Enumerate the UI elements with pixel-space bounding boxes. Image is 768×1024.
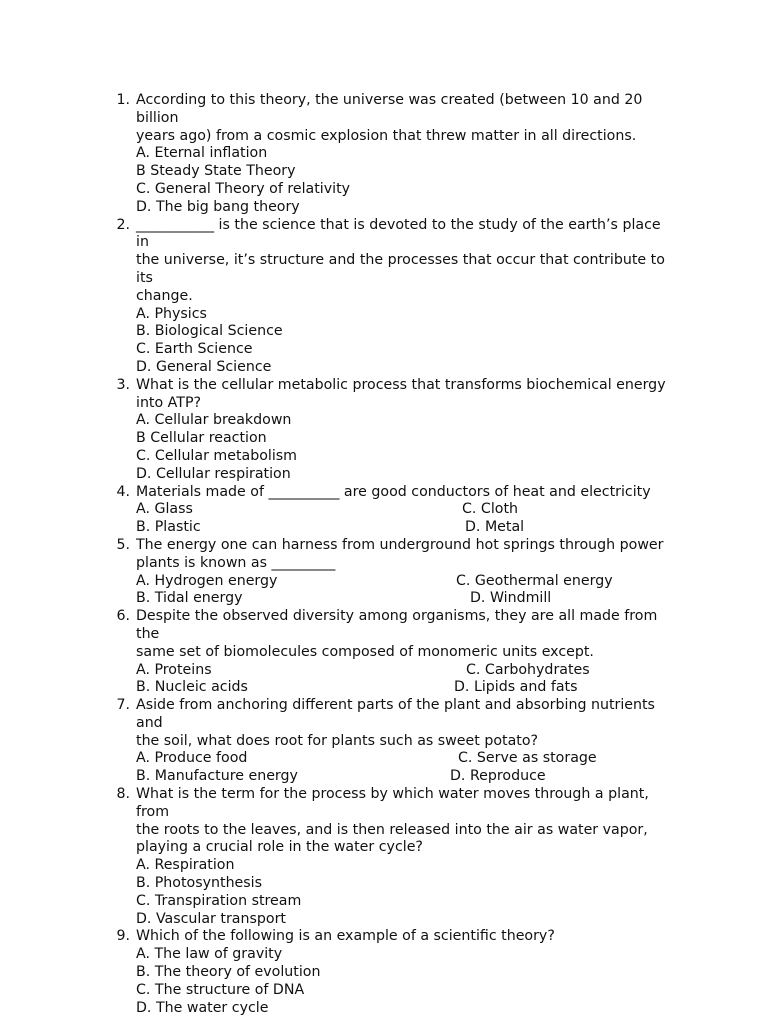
answer-option: D. Metal [465,519,525,536]
question-text-line: Which of the following is an example of a scientific theory? [136,928,555,945]
question-text-line: What is the term for the process by which water moves through a plant, from [136,786,649,820]
answer-option: C. Transpiration stream [136,892,302,909]
question-text-line: Despite the observed diversity among organisms, they are all made from the [136,608,658,642]
answer-option: B. Photosynthesis [136,875,263,892]
question-text-line: Materials made of __________ are good conductors of heat and electricity [136,483,651,500]
question-text-line: Aside from anchoring different parts of the plant and absorbing nutrients and [136,697,655,731]
question-text-line: the universe, it’s structure and the processes that occur that contribute to its [136,252,665,286]
question-4 [0,484,676,537]
question-6 [0,608,676,697]
answer-option: D. The big bang theory [136,198,300,215]
question-number: 9. [116,928,130,945]
answer-option: D. Reproduce [450,768,546,785]
answer-option-row [136,573,676,591]
answer-option: A. Hydrogen energy [136,572,278,589]
answer-option: B. Biological Science [136,323,283,340]
answer-option: D. General Science [136,358,272,375]
question-text-line: plants is known as _________ [136,554,336,571]
answer-option: C. Earth Science [136,341,253,358]
question-5 [0,537,676,608]
answer-option: B. Nucleic acids [136,679,248,696]
answer-option: B. The theory of evolution [136,964,321,981]
answer-option: D. Windmill [470,590,552,607]
answer-option: A. Glass [136,501,193,518]
answer-option: B. Tidal energy [136,590,243,607]
question-text-line: same set of biomolecules composed of monomeric units except. [136,643,594,660]
answer-option: B. Plastic [136,519,201,536]
question-text-line: the soil, what does root for plants such as sweet potato? [136,732,539,749]
answer-option: B Cellular reaction [136,430,267,447]
answer-option: A. Produce food [136,750,248,767]
answer-option-row [136,662,676,680]
answer-option: B Steady State Theory [136,163,296,180]
answer-option: D. Cellular respiration [136,465,291,482]
answer-option: C. Cellular metabolism [136,447,298,464]
answer-option: C. General Theory of relativity [136,180,351,197]
answer-option: C. Geothermal energy [456,572,613,589]
question-text-line: years ago) from a cosmic explosion that threw matter in all directions. [136,127,637,144]
answer-option: A. Respiration [136,857,235,874]
answer-option: B. Manufacture energy [136,768,298,785]
question-text-line: The energy one can harness from underground hot springs through power [136,536,664,553]
answer-option: D. Vascular transport [136,910,286,927]
answer-option-row [136,501,676,519]
question-2 [0,217,676,377]
answer-option-row [136,750,676,768]
question-text-line: the roots to the leaves, and is then released into the air as water vapor, [136,821,648,838]
question-number: 7. [116,697,130,714]
answer-option: A. The law of gravity [136,946,283,963]
answer-option: C. Carbohydrates [466,661,590,678]
answer-option: D. Lipids and fats [454,679,578,696]
answer-option-row [136,679,676,697]
answer-option: C. Cloth [462,501,519,518]
answer-option: C. Serve as storage [458,750,597,767]
question-text-line: ___________ is the science that is devoted to the study of the earth’s place in [136,216,661,251]
question-8 [0,786,676,928]
question-3 [0,377,676,484]
question-9 [0,928,676,1017]
question-number: 5. [116,536,130,553]
question-7 [0,697,676,786]
answer-option: A. Eternal inflation [136,145,268,162]
question-text-line: According to this theory, the universe was created (between 10 and 20 billion [136,92,643,126]
question-number: 2. [116,216,130,233]
answer-option: C. The structure of DNA [136,981,305,998]
answer-option: A. Proteins [136,661,212,678]
answer-option-row [136,768,676,786]
question-list [0,92,768,1017]
answer-option: A. Cellular breakdown [136,412,292,429]
question-1 [0,92,676,217]
answer-option-row [136,590,676,608]
question-text-line: What is the cellular metabolic process that transforms biochemical energy [136,376,666,393]
question-text-line: into ATP? [136,394,202,411]
question-number: 3. [116,376,130,393]
question-number: 1. [116,92,130,108]
answer-option: D. The water cycle [136,999,269,1016]
question-number: 8. [116,786,130,803]
answer-option: A. Physics [136,305,207,322]
question-text-line: playing a crucial role in the water cycle? [136,839,423,856]
question-number: 6. [116,608,130,625]
question-text-line: change. [136,287,193,304]
question-number: 4. [116,483,130,500]
answer-option-row [136,519,676,537]
